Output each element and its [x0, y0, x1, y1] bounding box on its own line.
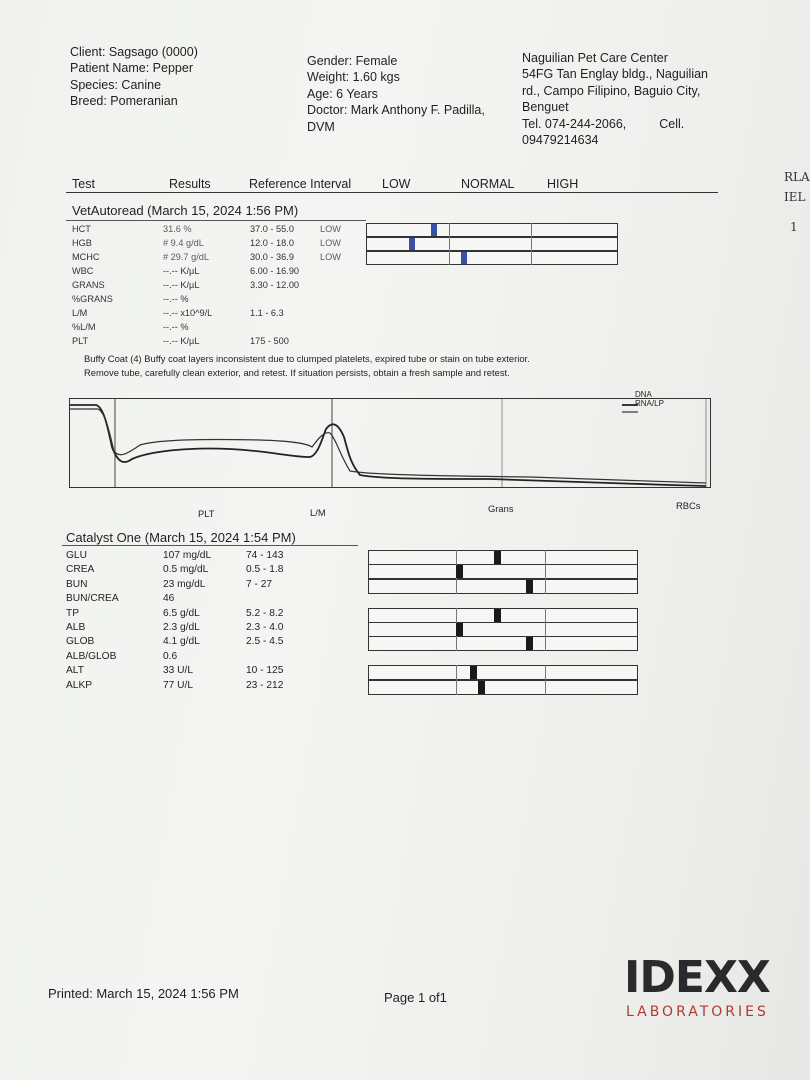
hematology-flag: LOW: [320, 252, 341, 262]
chemistry-result-marker: [494, 551, 501, 564]
hematology-range-divider: [449, 251, 450, 265]
chemistry-test: BUN: [66, 578, 88, 590]
clinic-address-1: 54FG Tan Englay bldg., Naguilian: [522, 67, 708, 82]
margin-note-2: IEL: [784, 190, 806, 204]
hematology-result-marker: [461, 252, 467, 264]
chemistry-ref: 2.5 - 4.5: [246, 636, 284, 648]
legend-dna: DNA: [635, 390, 652, 399]
chemistry-test: ALB: [66, 622, 86, 633]
chemistry-result: 33 U/L: [163, 665, 194, 677]
chemistry-range-divider: [545, 564, 546, 579]
header-rule: [66, 192, 718, 193]
hematology-result: --.-- %: [163, 294, 189, 304]
chemistry-range-track: [368, 622, 638, 637]
species: Species: Canine: [70, 77, 162, 92]
gender: Gender: Female: [307, 54, 398, 68]
chemistry-result: 0.5 mg/dL: [163, 564, 209, 576]
hematology-test: %L/M: [72, 322, 96, 332]
chemistry-result-marker: [456, 565, 463, 578]
hematology-result-marker: [431, 224, 437, 236]
histogram-label-grans: Grans: [488, 503, 514, 514]
hematology-test: WBC: [72, 266, 94, 276]
hematology-result: --.-- K/µL: [163, 280, 200, 290]
hematology-title: VetAutoread (March 15, 2024 1:56 PM): [72, 203, 299, 218]
clinic-address-2: rd., Campo Filipino, Baguio City,: [522, 83, 701, 98]
chemistry-range-divider: [545, 636, 546, 651]
chemistry-range-track: [368, 564, 638, 579]
chemistry-range-divider: [456, 665, 457, 680]
hematology-test: PLT: [72, 336, 89, 346]
buffy-note-line-1: Buffy Coat (4) Buffy coat layers inconsistent due to clumped platelets, expired tube or stain on tube exterior.: [84, 353, 530, 364]
hematology-ref: 1.1 - 6.3: [250, 308, 284, 318]
chemistry-range-divider: [456, 636, 457, 651]
chemistry-range-divider: [545, 550, 546, 565]
hematology-range-divider: [449, 237, 450, 251]
hematology-range-divider: [449, 223, 450, 237]
chemistry-result-marker: [478, 681, 485, 694]
chemistry-range-track: [368, 636, 638, 651]
margin-note-3: 1: [790, 220, 798, 234]
chemistry-range-track: [368, 680, 638, 695]
chemistry-result: 107 mg/dL: [163, 550, 212, 561]
clinic-cell-number: 09479214634: [522, 133, 599, 148]
histogram-rna-curve: [70, 409, 706, 483]
clinic-name: Naguilian Pet Care Center: [522, 51, 668, 65]
chemistry-ref: 23 - 212: [246, 679, 284, 691]
hematology-test: %GRANS: [72, 294, 113, 304]
chemistry-ref: 10 - 125: [246, 665, 284, 677]
chemistry-range-track: [368, 550, 638, 565]
chemistry-range-track: [368, 665, 638, 680]
hematology-ref: 30.0 - 36.9: [250, 252, 294, 262]
chemistry-ref: 74 - 143: [246, 550, 284, 561]
age: Age: 6 Years: [307, 86, 378, 101]
chemistry-test: GLOB: [66, 636, 95, 648]
chemistry-result-marker: [494, 609, 501, 622]
hematology-result: # 9.4 g/dL: [163, 238, 204, 248]
chemistry-result: 46: [163, 593, 175, 605]
histogram-label-lm: L/M: [310, 507, 326, 518]
chemistry-result-marker: [526, 637, 533, 650]
chemistry-ref: 7 - 27: [246, 578, 273, 590]
patient-info-block: [307, 53, 485, 135]
chemistry-range-track: [368, 579, 638, 594]
chemistry-range-divider: [456, 608, 457, 623]
hematology-result-marker: [409, 238, 415, 250]
client-block: [70, 44, 198, 110]
hematology-test: HCT: [72, 224, 91, 234]
chemistry-ref: 0.5 - 1.8: [246, 564, 284, 576]
buffy-coat-note: [84, 352, 530, 379]
chemistry-title: Catalyst One (March 15, 2024 1:54 PM): [66, 530, 296, 545]
histogram-label-rbcs: RBCs: [676, 500, 701, 511]
breed: Breed: Pomeranian: [70, 94, 178, 109]
page-number: Page 1 of1: [384, 990, 447, 1005]
hematology-ref: 37.0 - 55.0: [250, 224, 294, 234]
idexx-logo: IDEXX: [624, 952, 770, 1003]
chemistry-result: 6.5 g/dL: [163, 607, 200, 619]
col-results: Results: [169, 177, 211, 191]
chemistry-test: ALKP: [66, 679, 93, 691]
histogram-label-plt: PLT: [198, 508, 215, 519]
hematology-range-divider: [531, 251, 532, 265]
chemistry-test: CREA: [66, 564, 95, 576]
patient-name: Patient Name: Pepper: [70, 61, 193, 76]
col-reference: Reference Interval: [249, 177, 352, 191]
histogram-plot: [70, 399, 710, 487]
chemistry-range-divider: [545, 622, 546, 637]
chemistry-result-marker: [470, 666, 477, 679]
chemistry-result-marker: [456, 623, 463, 636]
col-low: LOW: [382, 177, 411, 191]
hematology-test: MCHC: [72, 252, 100, 262]
chemistry-result: 2.3 g/dL: [163, 622, 200, 633]
hematology-ref: 6.00 - 16.90: [250, 266, 300, 276]
chemistry-result: 23 mg/dL: [163, 578, 206, 590]
chemistry-range-divider: [545, 665, 546, 680]
chemistry-test: ALT: [66, 665, 84, 677]
clinic-phone-line: [522, 116, 708, 132]
chemistry-range-divider: [456, 579, 457, 594]
hematology-range-track: [366, 237, 618, 251]
idexx-logo-subtitle: LABORATORIES: [626, 1004, 769, 1020]
chemistry-result: 0.6: [163, 650, 178, 662]
chemistry-ref: 2.3 - 4.0: [246, 622, 284, 633]
hematology-range-track: [366, 223, 618, 237]
histogram-frame: [69, 390, 711, 488]
col-high: HIGH: [547, 177, 579, 191]
chemistry-test: ALB/GLOB: [66, 650, 117, 662]
hematology-test: GRANS: [72, 280, 105, 290]
hematology-result: # 29.7 g/dL: [163, 252, 209, 262]
chemistry-test: BUN/CREA: [66, 593, 119, 605]
hematology-range-track: [366, 251, 618, 265]
chemistry-range-track: [368, 608, 638, 623]
printed-date: Printed: March 15, 2024 1:56 PM: [48, 986, 239, 1001]
chemistry-test: GLU: [66, 550, 87, 561]
hematology-result: 31.6 %: [163, 224, 192, 234]
col-test: Test: [72, 177, 95, 191]
chemistry-test: TP: [66, 607, 80, 619]
chemistry-range-divider: [545, 579, 546, 594]
buffy-note-line-2: Remove tube, carefully clean exterior, and retest. If situation persists, obtain a fresh sample and retest.: [84, 366, 510, 378]
doctor: Doctor: Mark Anthony F. Padilla,: [307, 103, 485, 118]
chemistry-range-divider: [545, 608, 546, 623]
client-name: Client: Sagsago (0000): [70, 45, 198, 59]
hematology-rule: [66, 220, 366, 221]
hematology-range-divider: [531, 237, 532, 251]
hematology-result: --.-- K/µL: [163, 266, 200, 276]
clinic-block: [522, 50, 708, 148]
hematology-flag: LOW: [320, 238, 341, 248]
col-normal: NORMAL: [461, 177, 515, 191]
chemistry-range-divider: [456, 550, 457, 565]
chemistry-rule: [62, 545, 358, 546]
clinic-address-3: Benguet: [522, 100, 569, 115]
hematology-ref: 175 - 500: [250, 336, 289, 346]
hematology-ref: 3.30 - 12.00: [250, 280, 300, 290]
hematology-test: L/M: [72, 308, 88, 318]
weight: Weight: 1.60 kgs: [307, 70, 400, 85]
hematology-result: --.-- x10^9/L: [163, 308, 213, 318]
chemistry-range-divider: [456, 680, 457, 695]
hematology-result: --.-- K/µL: [163, 336, 200, 346]
hematology-flag: LOW: [320, 224, 341, 234]
clinic-cell-label: Cell.: [659, 116, 685, 131]
hematology-ref: 12.0 - 18.0: [250, 238, 294, 248]
hematology-result: --.-- %: [163, 322, 189, 332]
chemistry-range-divider: [545, 680, 546, 695]
chemistry-result: 77 U/L: [163, 679, 194, 691]
legend-rna: RNA/LP: [635, 399, 664, 408]
clinic-tel: Tel. 074-244-2066,: [522, 116, 627, 131]
hematology-range-divider: [531, 223, 532, 237]
doctor-title: DVM: [307, 119, 335, 134]
chemistry-ref: 5.2 - 8.2: [246, 607, 284, 619]
chemistry-result: 4.1 g/dL: [163, 636, 200, 648]
chemistry-result-marker: [526, 580, 533, 593]
hematology-test: HGB: [72, 238, 92, 248]
margin-note-1: RLA: [784, 170, 810, 184]
